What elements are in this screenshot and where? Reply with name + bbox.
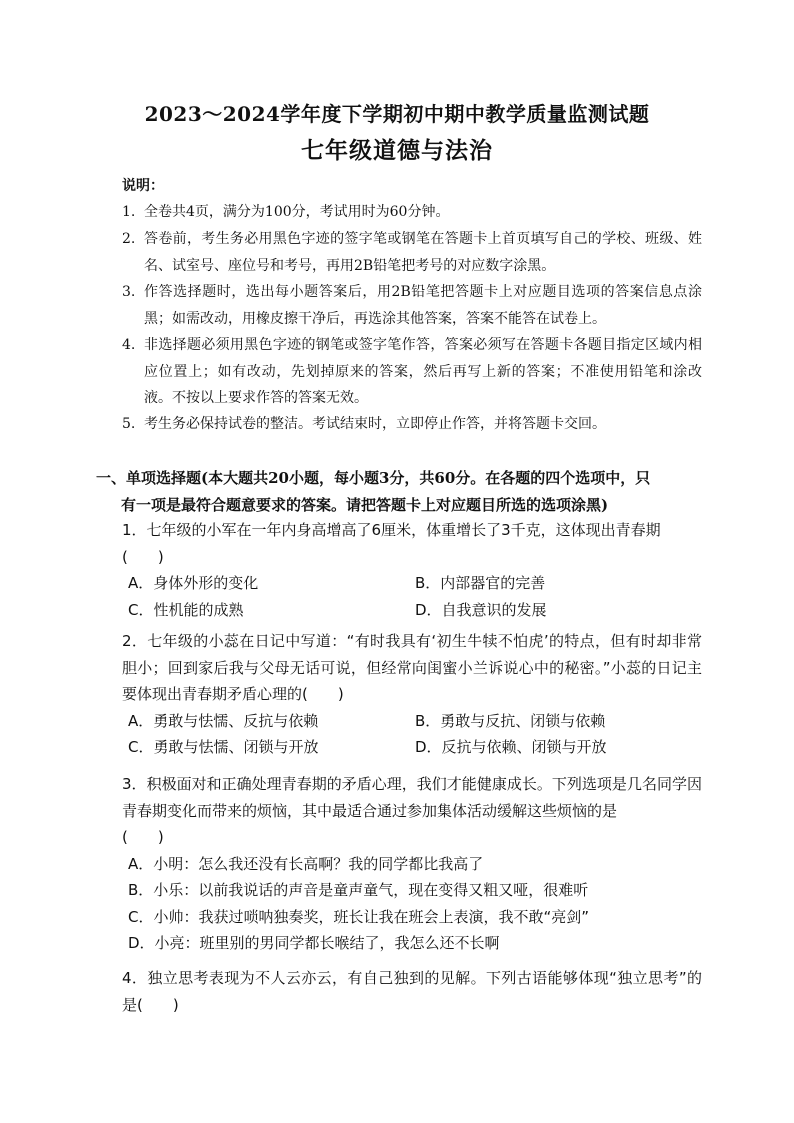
- note-number: 2.: [122, 231, 136, 247]
- note-text: 考生务必保持试卷的整洁。考试结束时，立即停止作答，并将答题卡交回。: [144, 416, 606, 432]
- option-d: D．自我意识的发展: [415, 600, 547, 619]
- note-text: 作答选择题时，选出每小题答案后，用2B铅笔把答题卡上对应题目选项的答案信息点涂黑；如需改动，用橡皮擦干净后，再选涂其他答案，答案不能答在试卷上。: [144, 284, 702, 327]
- option-c: C．小帅：我获过唢呐独奏奖，班长让我在班会上表演，我不敢“亮剑”: [128, 907, 590, 926]
- notes-label: 说明：: [122, 178, 164, 194]
- option-d: D．反抗与依赖、闭锁与开放: [415, 738, 607, 756]
- note-number: 1.: [122, 204, 136, 220]
- exam-subject: 七年级道德与法治: [301, 137, 493, 164]
- note-text: 答卷前，考生务必用黑色字迹的签字笔或钢笔在答题卡上首页填写自己的学校、班级、姓名、试室号、座位号和考号，再用2B铅笔把考号的对应数字涂黑。: [144, 231, 702, 274]
- note-text: 非选择题必须用黑色字迹的钢笔或签字笔作答，答案必须写在答题卡各题目指定区域内相应位置上；如有改动，先划掉原来的答案，然后再写上新的答案；不准使用铅笔和涂改液。不按以上要求作答的答案无效。: [144, 337, 702, 406]
- option-row: [122, 597, 702, 624]
- option-a: A．勇敢与怯懦、反抗与依赖: [128, 711, 319, 730]
- note-item-4: [122, 332, 702, 412]
- option-b: B．勇敢与反抗、闭锁与依赖: [415, 711, 606, 730]
- answer-blank: ( ): [122, 547, 164, 566]
- option-row: [122, 708, 702, 735]
- option-b: B．小乐：以前我说话的声音是童声童气，现在变得又粗又哑，很难听: [128, 881, 589, 899]
- exam-title: 2023～2024学年度下学期初中期中教学质量监测试题: [144, 102, 650, 126]
- option-row: [122, 734, 702, 761]
- option-row: [122, 570, 702, 597]
- note-item-1: [122, 199, 702, 226]
- note-number: 4.: [122, 337, 136, 353]
- question-stem: 1．七年级的小军在一年内身高增高了6厘米，体重增长了3千克，这体现出青春期: [122, 521, 661, 539]
- note-item-2: [122, 226, 702, 279]
- question-1: [122, 517, 702, 623]
- section-heading: [96, 465, 706, 518]
- answer-blank: ( ): [122, 828, 164, 846]
- question-stem: 4．独立思考表现为不人云亦云，有自己独到的见解。下列古语能够体现“独立思考”的是( ): [122, 969, 702, 1014]
- note-item-3: [122, 279, 702, 332]
- section-heading-line-1: 一、单项选择题(本大题共20小题，每小题3分，共60分。在各题的四个选项中，只: [96, 469, 651, 487]
- note-number: 5.: [122, 416, 136, 432]
- option-d: D．小亮：班里别的男同学都长喉结了，我怎么还不长啊: [128, 934, 500, 952]
- question-2: [122, 628, 702, 761]
- option-b: B．内部器官的完善: [415, 574, 546, 592]
- note-number: 3.: [122, 284, 136, 300]
- note-text: 全卷共4页，满分为100分，考试用时为60分钟。: [144, 204, 450, 220]
- option-c: C．性机能的成熟: [128, 600, 244, 619]
- option-c: C．勇敢与怯懦、闭锁与开放: [128, 738, 319, 756]
- question-4: [122, 965, 702, 1018]
- option-a: A．小明：怎么我还没有长高啊？我的同学都比我高了: [128, 854, 484, 873]
- question-3: [122, 771, 702, 957]
- section-heading-line-2: 有一项是最符合题意要求的答案。请把答题卡上对应题目所选的选项涂黑): [121, 495, 609, 514]
- option-a: A．身体外形的变化: [128, 574, 259, 592]
- question-stem: 3．积极面对和正确处理青春期的矛盾心理，我们才能健康成长。下列选项是几名同学因青春期变化而带来的烦恼，其中最适合通过参加集体活动缓解这些烦恼的是: [122, 775, 702, 820]
- note-item-5: [122, 411, 702, 438]
- question-stem: 2．七年级的小蕊在日记中写道：“有时我具有‘初生牛犊不怕虎’的特点，但有时却非常胆小；回到家后我与父母无话可说，但经常向闺蜜小兰诉说心中的秘密。”小蕊的日记主要体现出青春期矛盾心理的( ): [122, 632, 702, 703]
